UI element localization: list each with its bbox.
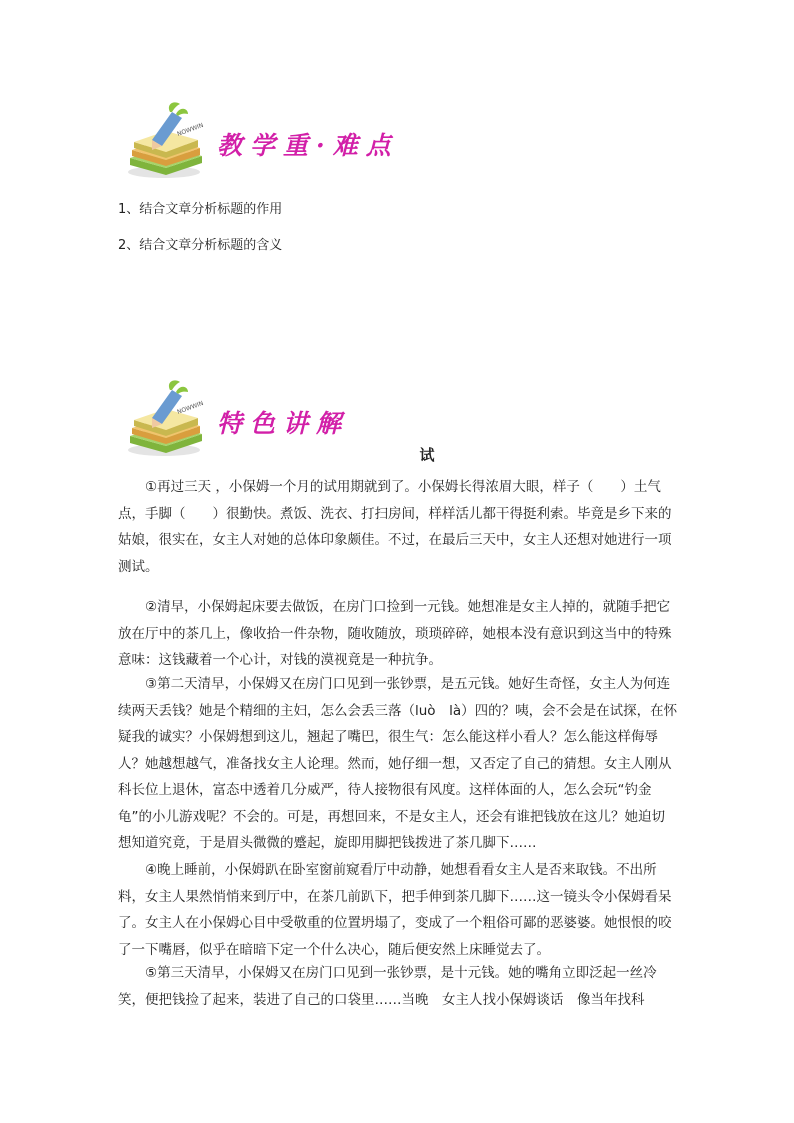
- section-title: 教学重·难点: [217, 131, 399, 160]
- section-title: 特色讲解: [217, 409, 350, 438]
- article-paragraph: ③第二天清早，小保姆又在房门口见到一张钞票，是五元钱。她好生奇怪，女主人为何连续两天丢钱？她是个精细的主妇，怎么会丢三落（luò là）四的？咦，会不会是在试探，在怀疑我的诚实？小保姆想到这儿，翘起了嘴巴，很生气：怎么能这样小看人？怎么能这样侮辱人？她越想越气，准备找女主人论理。然而，她仔细一想，又否定了自己的猜想。女主人刚从科长位上退休，富态中透着几分威严，待人接物很有风度。这样体面的人，怎么会玩“钓金龟”的小儿游戏呢？不会的。可是，再想回来，不是女主人，还会有谁把钱放在这儿？她迫切想知道究竟，于是眉头微微的蹙起，旋即用脚把钱拨进了茶几脚下……: [118, 676, 678, 851]
- goal-item: 1、结合文章分析标题的作用: [118, 202, 283, 217]
- article-paragraph: ②清早，小保姆起床要去做饭，在房门口捡到一元钱。她想准是女主人掉的，就随手把它放在厅中的茶几上，像收拾一件杂物，随收随放，琐琐碎碎，她根本没有意识到这当中的特殊意味：这钱藏着一个心计，对钱的漠视竟是一种抗争。: [118, 599, 672, 668]
- svg-text:NOWWIN: NOWWIN: [176, 399, 205, 416]
- books-pen-icon: [122, 100, 212, 180]
- article-paragraph: ①再过三天 ，小保姆一个月的试用期就到了。小保姆长得浓眉大眼，样子（ ）土气点，手脚（ ）很勤快。煮饭、洗衣、打扫房间，样样活儿都干得挺利索。毕竟是乡下来的姑娘，很实在，女主人对她的总体印象颇佳。不过，在最后三天中，女主人还想对她进行一项测试。: [118, 479, 672, 575]
- article-title: 试: [419, 446, 435, 464]
- svg-text:NOWWIN: NOWWIN: [176, 121, 205, 138]
- article-paragraph: ④晚上睡前，小保姆趴在卧室窗前窥看厅中动静，她想看看女主人是否来取钱。不出所料，女主人果然悄悄来到厅中，在茶几前趴下，把手伸到茶几脚下……这一镜头令小保姆看呆了。女主人在小保姆心目中受敬重的位置坍塌了，变成了一个粗俗可鄙的恶婆婆。她恨恨的咬了一下嘴唇，似乎在暗暗下定一个什么决心，随后便安然上床睡觉去了。: [118, 862, 672, 958]
- article-paragraph: ⑤第三天清早，小保姆又在房门口见到一张钞票，是十元钱。她的嘴角立即泛起一丝冷笑，便把钱捡了起来，装进了自己的口袋里……当晚 女主人找小保姆谈话 像当年找科: [118, 965, 657, 1008]
- goal-item: 2、结合文章分析标题的含义: [118, 238, 283, 253]
- section-heading-key-points: [122, 100, 422, 180]
